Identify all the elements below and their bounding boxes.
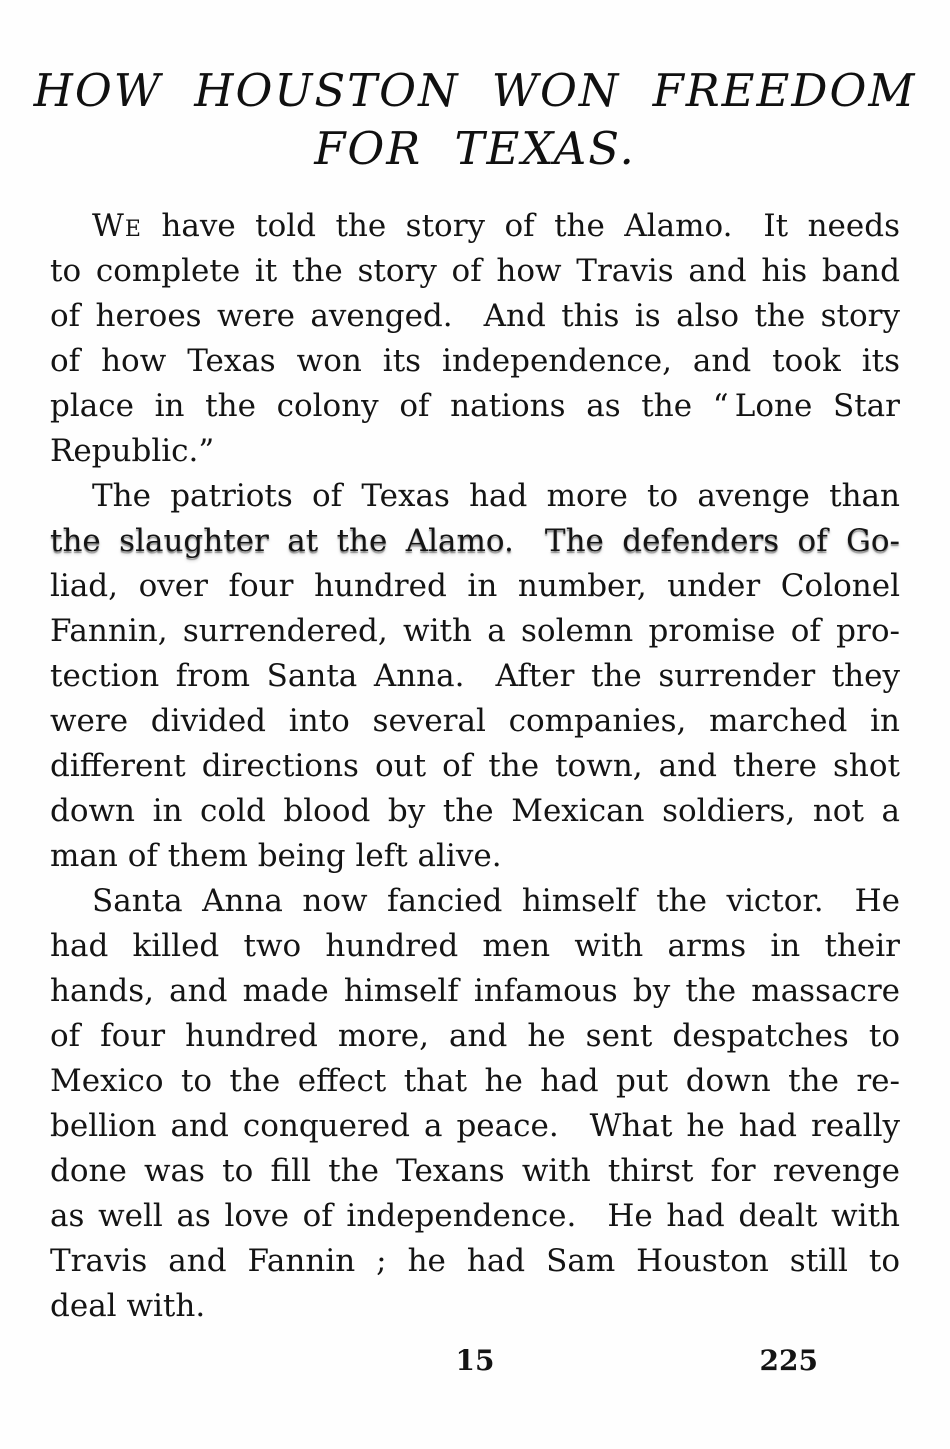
chapter-title <box>0 0 950 178</box>
page-text <box>0 178 950 1329</box>
text-line: were divided into several companies, marched in <box>50 703 900 739</box>
text-line: bellion and conquered a peace. What he had really <box>50 1108 900 1144</box>
text-line: deal with. <box>50 1288 206 1324</box>
footer-page-number: 225 <box>759 1344 818 1377</box>
paragraph <box>50 879 900 1329</box>
text-line: The patriots of Texas had more to avenge than <box>92 478 900 514</box>
text-line: liad, over four hundred in number, under Colonel <box>50 568 900 604</box>
text-line: to complete it the story of how Travis and his band <box>50 253 900 289</box>
text-line: Mexico to the effect that he had put down the re- <box>50 1063 900 1099</box>
text-line: Travis and Fannin ; he had Sam Houston still to <box>50 1243 900 1279</box>
footer-center-number: 15 <box>455 1344 495 1377</box>
text-line: Republic.” <box>50 433 215 469</box>
chapter-title-line-2: FOR TEXAS. <box>314 122 636 175</box>
text-line: hands, and made himself infamous by the massacre <box>50 973 900 1009</box>
text-line: man of them being left alive. <box>50 838 502 874</box>
text-line: We have told the story of the Alamo. It needs <box>92 208 900 244</box>
text-line: tection from Santa Anna. After the surrender they <box>50 658 900 694</box>
text-line: Fannin, surrendered, with a solemn promise of pro- <box>50 613 900 649</box>
smallcaps-word: We <box>92 208 142 244</box>
text-line: place in the colony of nations as the “ Lone Star <box>50 388 900 424</box>
text-line: as well as love of independence. He had dealt with <box>50 1198 900 1234</box>
paragraph <box>50 474 900 879</box>
text-line: of how Texas won its independence, and took its <box>50 343 900 379</box>
text-line: done was to fill the Texans with thirst for revenge <box>50 1153 900 1189</box>
paragraph <box>50 204 900 474</box>
chapter-title-line-1: HOW HOUSTON WON FREEDOM <box>33 64 917 117</box>
text-line: of heroes were avenged. And this is also the story <box>50 298 900 334</box>
text-line: the slaughter at the Alamo. The defenders of Go- <box>50 523 900 559</box>
text-line: down in cold blood by the Mexican soldiers, not a <box>50 793 900 829</box>
text-line: had killed two hundred men with arms in their <box>50 928 900 964</box>
page-footer <box>0 1344 950 1384</box>
text-line: different directions out of the town, and there shot <box>50 748 900 784</box>
text-line: of four hundred more, and he sent despatches to <box>50 1018 900 1054</box>
text-line: Santa Anna now fancied himself the victor. He <box>92 883 900 919</box>
